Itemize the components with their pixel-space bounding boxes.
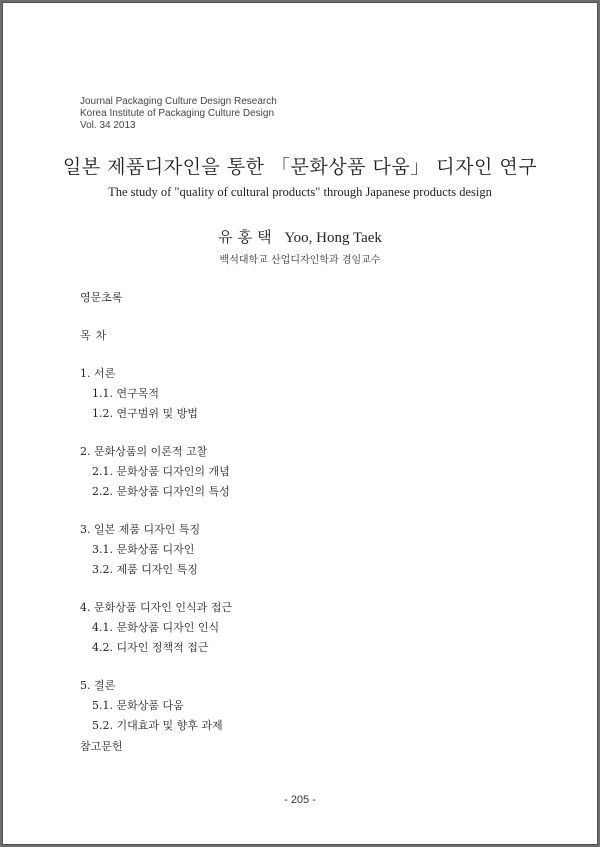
- toc-subsection: 5.1. 문화상품 다움: [92, 699, 184, 712]
- author-english: Yoo, Hong Taek: [284, 230, 382, 246]
- volume-info: Vol. 34 2013: [80, 120, 136, 131]
- abstract-heading: 영문초록: [80, 291, 123, 304]
- toc-chapter: 2. 문화상품의 이론적 고찰: [80, 445, 208, 458]
- toc-section: [80, 676, 232, 736]
- toc-subsection: 1.1. 연구목적: [92, 387, 159, 400]
- toc-subsection: 4.1. 문화상품 디자인 인식: [92, 621, 220, 634]
- institute-name: Korea Institute of Packaging Culture Design: [80, 108, 274, 119]
- toc-subsection: 5.2. 기대효과 및 향후 과제: [92, 719, 223, 732]
- toc-section: [80, 364, 232, 424]
- toc-subsection: 4.2. 디자인 정책적 접근: [92, 641, 209, 654]
- toc-subsection: 3.1. 문화상품 디자인: [92, 543, 195, 556]
- toc-heading: 목차: [80, 329, 112, 342]
- toc-chapter: 1. 서론: [80, 367, 116, 380]
- toc-chapter: 4. 문화상품 디자인 인식과 접근: [80, 601, 232, 614]
- author-line: [0, 226, 600, 247]
- journal-name: Journal Packaging Culture Design Research: [80, 96, 277, 107]
- toc-subsection: 1.2. 연구범위 및 방법: [92, 407, 198, 420]
- toc-section: [80, 520, 232, 580]
- author-korean: 유홍택: [218, 230, 277, 246]
- references-heading: 참고문헌: [80, 740, 123, 753]
- toc-subsection: 3.2. 제품 디자인 특징: [92, 563, 198, 576]
- toc-chapter: 5. 결론: [80, 679, 116, 692]
- journal-header: [80, 96, 277, 132]
- page-number: - 205 -: [284, 794, 316, 806]
- toc-subsection: 2.2. 문화상품 디자인의 특성: [92, 485, 230, 498]
- paper-subtitle: The study of "quality of cultural products" through Japanese products design: [108, 185, 492, 199]
- toc-section: [80, 598, 232, 658]
- toc-section: [80, 442, 232, 502]
- author-affiliation: 백석대학교 산업디자인학과 겸임교수: [219, 255, 381, 266]
- toc-chapter: 3. 일본 제품 디자인 특징: [80, 523, 201, 536]
- paper-title: 일본 제품디자인을 통한 「문화상품 다움」 디자인 연구: [62, 156, 538, 178]
- table-of-contents: [80, 364, 232, 754]
- toc-subsection: 2.1. 문화상품 디자인의 개념: [92, 465, 230, 478]
